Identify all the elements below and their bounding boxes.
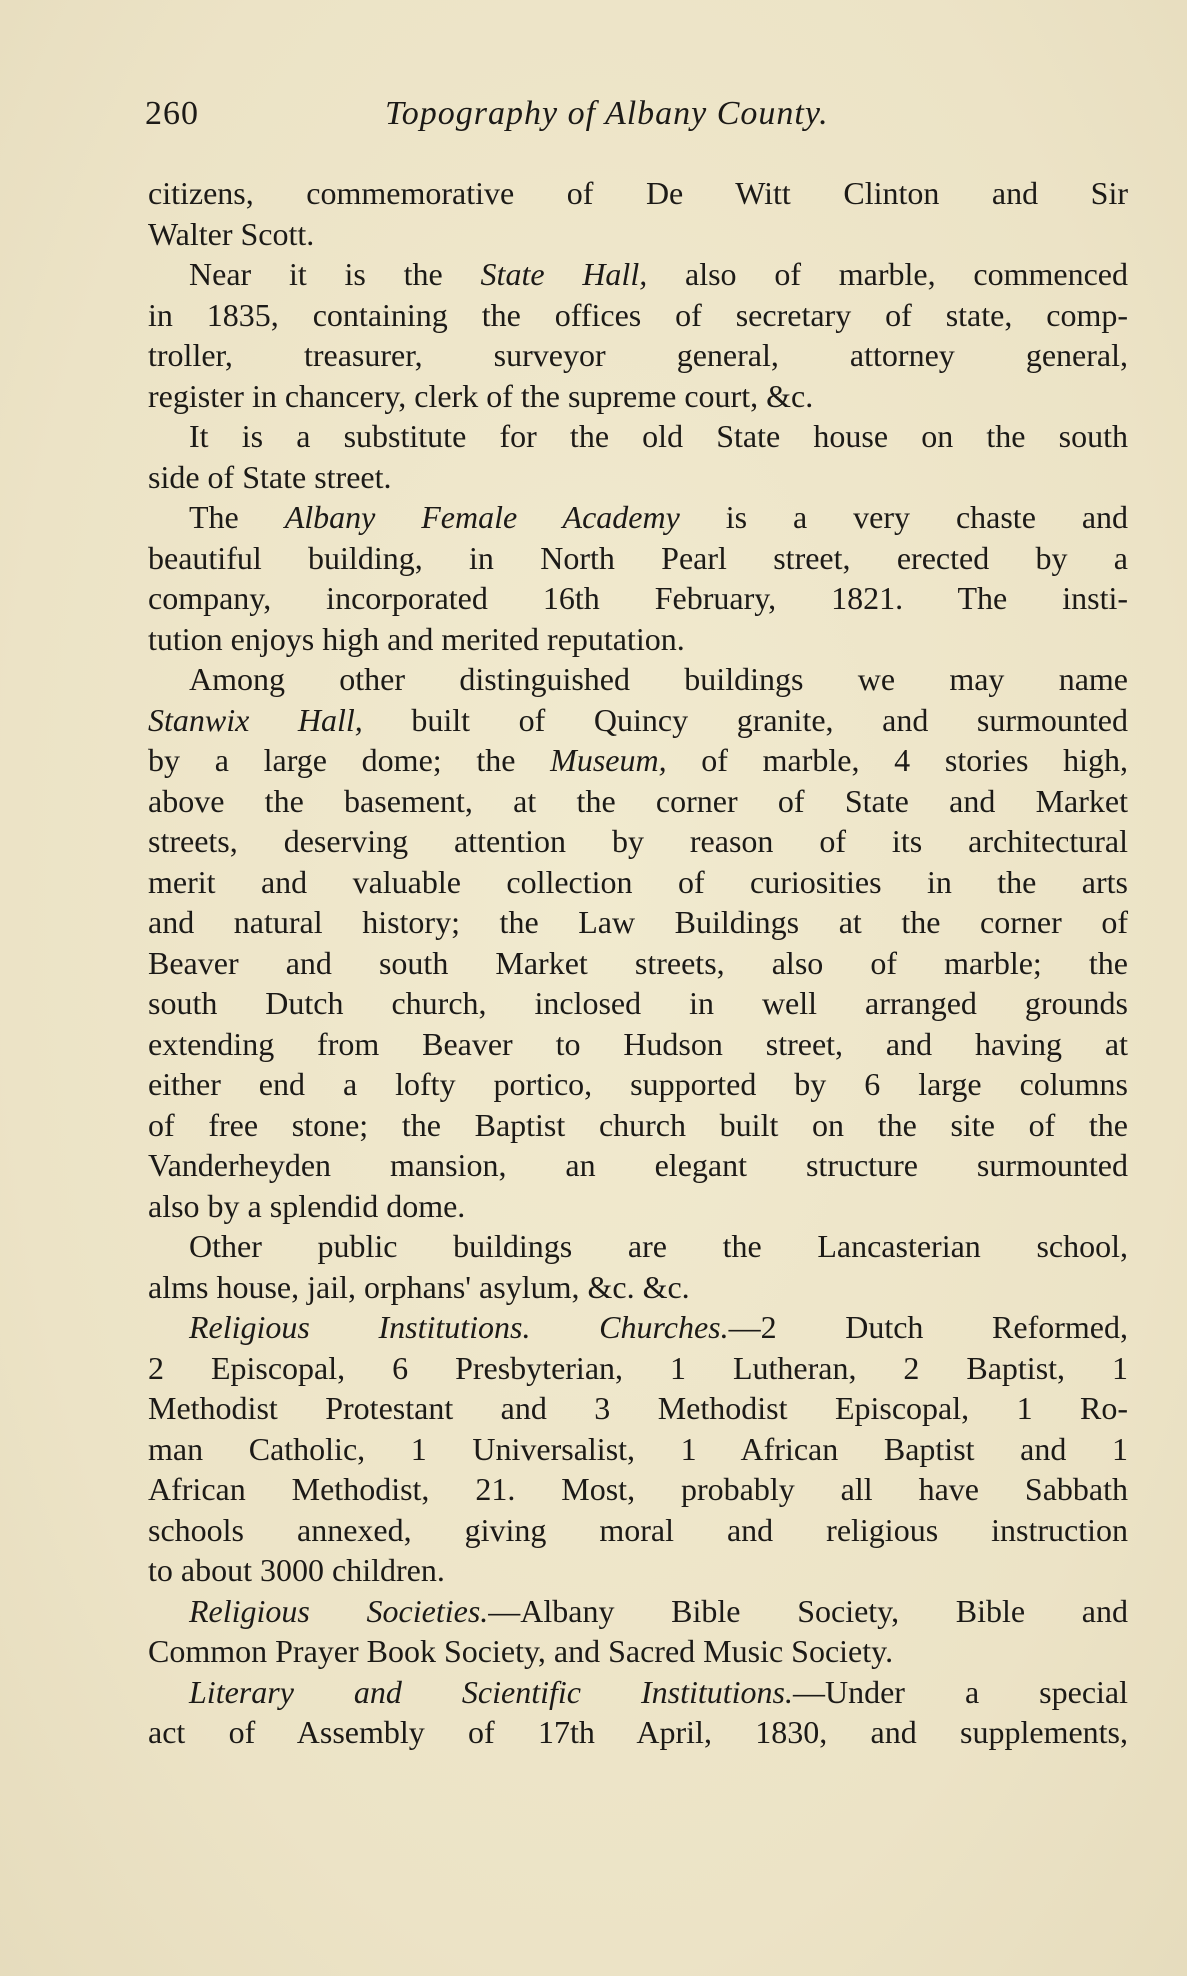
text-line: and natural history; the Law Buildings at the corner of bbox=[148, 904, 1128, 940]
text-line: schools annexed, giving moral and religious instruction bbox=[148, 1511, 1128, 1548]
text-line: tution enjoys high and merited reputation. bbox=[148, 620, 685, 657]
text-span: is a very chaste and bbox=[679, 499, 1129, 535]
text-line: south Dutch church, inclosed in well arranged grounds bbox=[148, 985, 1128, 1021]
text-span: also of marble, commenced bbox=[647, 256, 1129, 292]
text-line: of free stone; the Baptist church built on the site of the bbox=[148, 1106, 1128, 1143]
text-line: It is a substitute for the old State house on the south bbox=[189, 418, 1128, 454]
text-line bbox=[148, 1307, 1128, 1348]
italic-term-state-hall: State Hall, bbox=[480, 256, 648, 292]
text-line: also by a splendid dome. bbox=[148, 1187, 466, 1224]
body-text bbox=[148, 173, 1128, 1753]
text-line: company, incorporated 16th February, 1821. The insti- bbox=[148, 580, 1128, 616]
italic-heading-religious-institutions: Religious Institutions. bbox=[189, 1309, 531, 1345]
text-line bbox=[148, 254, 1128, 295]
page-number: 260 bbox=[145, 95, 199, 132]
text-line: extending from Beaver to Hudson street, and having at bbox=[148, 1025, 1128, 1062]
text-line bbox=[148, 497, 1128, 538]
text-line: citizens, commemorative of De Witt Clinton and Sir bbox=[148, 175, 1128, 211]
text-span: The bbox=[189, 499, 285, 535]
text-line: streets, deserving attention by reason of its architectural bbox=[148, 823, 1128, 859]
text-span: —Under a special bbox=[792, 1673, 1129, 1710]
text-line: 2 Episcopal, 6 Presbyterian, 1 Lutheran, 2 Baptist, 1 bbox=[148, 1349, 1128, 1386]
page-header bbox=[145, 95, 915, 145]
text-line: beautiful building, in North Pearl street, erected by a bbox=[148, 539, 1128, 576]
text-line: act of Assembly of 17th April, 1830, and supplements, bbox=[148, 1714, 1128, 1750]
text-line: merit and valuable collection of curiosities in the arts bbox=[148, 863, 1128, 900]
text-span: of marble, 4 stories high, bbox=[666, 742, 1129, 778]
italic-term-stanwix-hall: Stanwix Hall, bbox=[148, 701, 363, 738]
italic-heading-literary-scientific-institutions: Literary and Scientific Institutions. bbox=[189, 1673, 793, 1710]
text-line bbox=[148, 740, 1128, 781]
italic-heading-churches: Churches. bbox=[599, 1309, 729, 1345]
text-line: Among other distinguished buildings we may name bbox=[189, 661, 1128, 697]
text-line: in 1835, containing the offices of secretary of state, comp- bbox=[148, 296, 1128, 333]
text-line: Beaver and south Market streets, also of marble; the bbox=[148, 944, 1128, 981]
text-line bbox=[148, 1591, 1128, 1632]
text-line: Other public buildings are the Lancasterian school, bbox=[189, 1228, 1128, 1264]
text-line: either end a lofty portico, supported by 6 large columns bbox=[148, 1066, 1128, 1102]
text-line: African Methodist, 21. Most, probably all have Sabbath bbox=[148, 1471, 1128, 1507]
text-span bbox=[531, 1309, 600, 1345]
text-line: Vanderheyden mansion, an elegant structure surmounted bbox=[148, 1147, 1128, 1183]
text-line bbox=[148, 700, 1128, 741]
text-line: to about 3000 children. bbox=[148, 1552, 445, 1588]
text-line: alms house, jail, orphans' asylum, &c. &c. bbox=[148, 1268, 690, 1305]
italic-term-albany-female-academy: Albany Female Academy bbox=[284, 499, 680, 535]
text-line: Methodist Protestant and 3 Methodist Episcopal, 1 Ro- bbox=[148, 1390, 1128, 1426]
text-span: built of Quincy granite, and surmounted bbox=[362, 701, 1129, 738]
text-line: man Catholic, 1 Universalist, 1 African Baptist and 1 bbox=[148, 1430, 1128, 1467]
text-line: Common Prayer Book Society, and Sacred Music Society. bbox=[148, 1633, 894, 1669]
text-line bbox=[148, 1672, 1128, 1713]
text-span: by a large dome; the bbox=[148, 742, 551, 778]
text-span: Near it is the bbox=[189, 256, 481, 292]
text-line: side of State street. bbox=[148, 458, 392, 495]
italic-heading-religious-societies: Religious Societies. bbox=[189, 1592, 489, 1629]
text-span: —Albany Bible Society, Bible and bbox=[488, 1592, 1129, 1629]
text-line: troller, treasurer, surveyor general, attorney general, bbox=[148, 337, 1128, 373]
text-line: register in chancery, clerk of the supreme court, &c. bbox=[148, 377, 814, 414]
text-span: —2 Dutch Reformed, bbox=[728, 1309, 1129, 1345]
text-line: above the basement, at the corner of State and Market bbox=[148, 782, 1128, 819]
italic-term-museum: Museum, bbox=[550, 742, 667, 778]
text-line: Walter Scott. bbox=[148, 215, 315, 252]
running-title: Topography of Albany County. bbox=[385, 95, 829, 132]
